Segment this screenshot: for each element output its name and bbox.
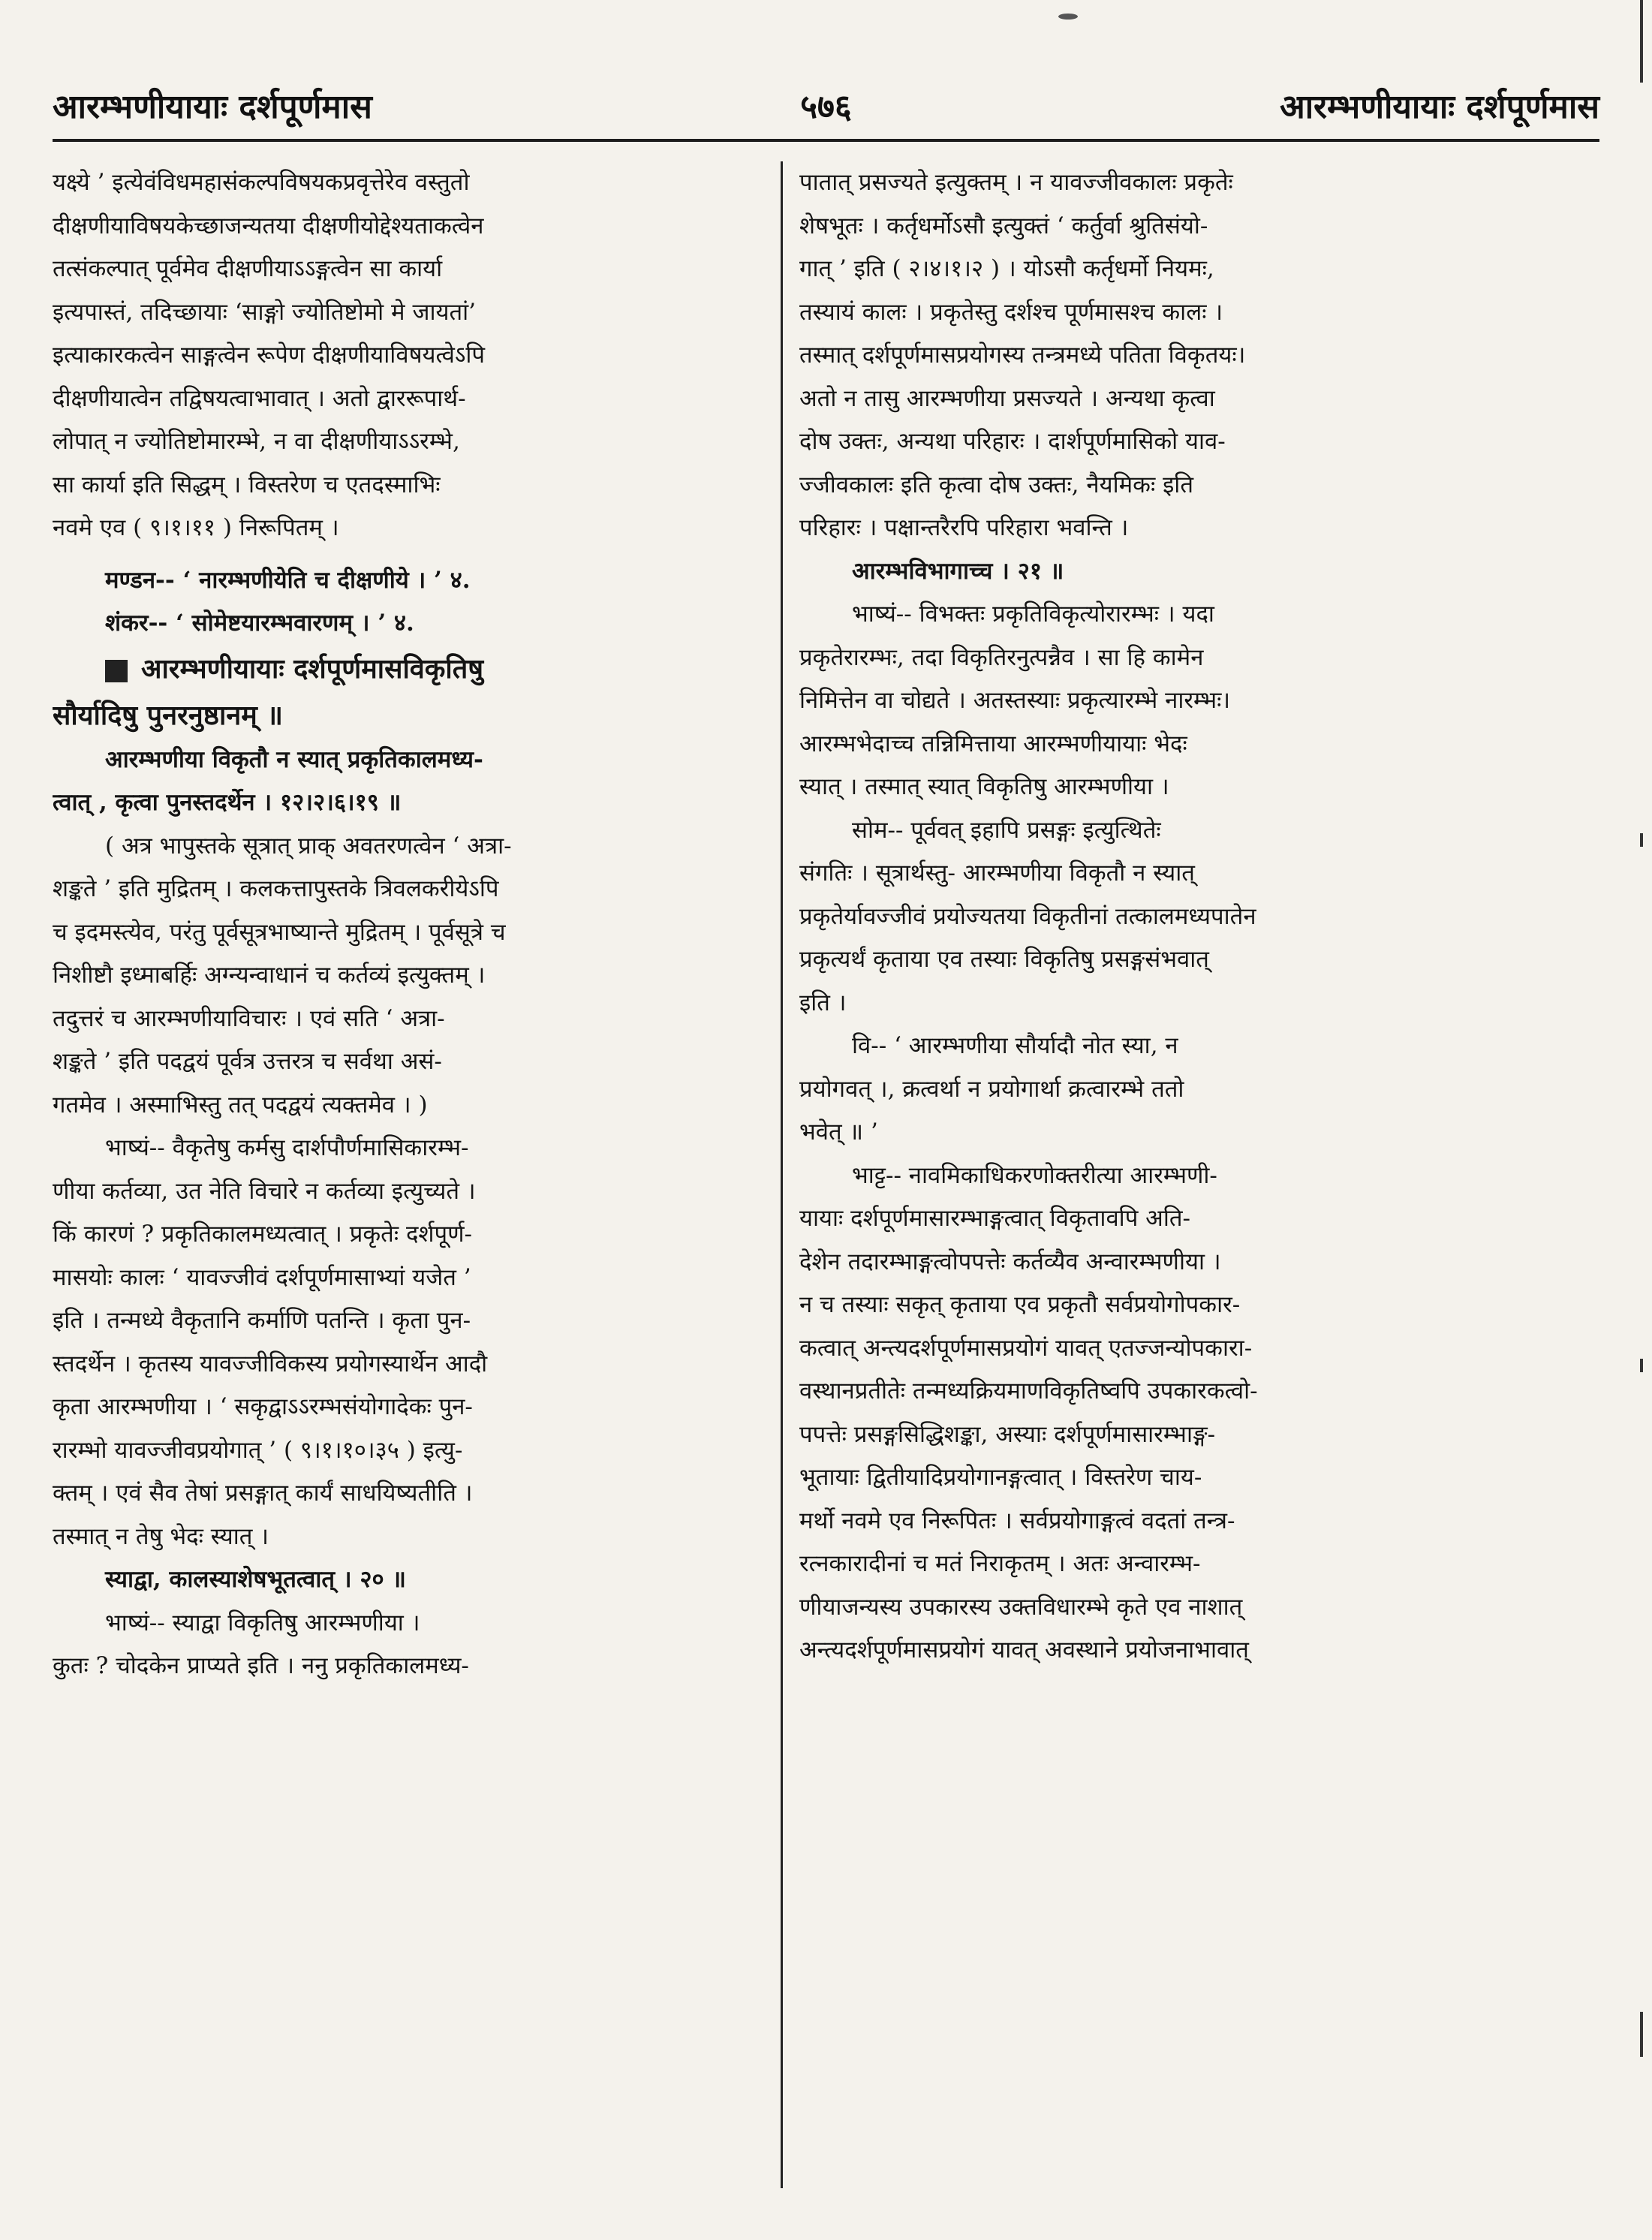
text-line: पातात् प्रसज्यते इत्युक्तम् । न यावज्जीवकालः प्रकृतेः bbox=[799, 169, 1233, 196]
text-line: शङ्कते ’ इति पदद्वयं पूर्वत्र उत्तरत्र च सर्वथा असं- bbox=[53, 1048, 442, 1075]
text-line: तस्मात् दर्शपूर्णमासप्रयोगस्य तन्त्रमध्ये पतिता विकृतयः। bbox=[799, 342, 1246, 369]
header-rule bbox=[53, 139, 1599, 142]
shankara-citation: शंकर-- ‘ सोमेष्टयारम्भवारणम् । ’ ४. bbox=[105, 610, 414, 637]
text-line: प्रकृतेर्यावज्जीवं प्रयोज्यतया विकृतीनां तत्कालमध्यपातेन bbox=[799, 902, 1256, 930]
margin-tick bbox=[1640, 1359, 1643, 1372]
text-line: यक्ष्ये ’ इत्येवंविधमहासंकल्पविषयकप्रवृत्तेरेव वस्तुतो bbox=[53, 169, 470, 196]
mandana-citation: मण्डन-- ‘ नारम्भणीयेति च दीक्षणीये । ’ ४. bbox=[105, 566, 471, 594]
text-line: इति । bbox=[799, 989, 847, 1016]
right-column bbox=[799, 161, 1505, 2240]
text-line: मासयोः कालः ‘ यावज्जीवं दर्शपूर्णमासाभ्यां यजेत ’ bbox=[53, 1263, 471, 1291]
text-line: कत्वात् अन्त्यदर्शपूर्णमासप्रयोगं यावत् एतज्जन्योपकारा- bbox=[799, 1334, 1253, 1362]
text-line: इत्यपास्तं, तदिच्छायाः ‘साङ्गो ज्योतिष्टोमो मे जायतां’ bbox=[53, 298, 477, 326]
text-line: रत्नकारादीनां च मतं निराकृतम् । अतः अन्वारम्भ- bbox=[799, 1550, 1201, 1577]
right-margin-ticks bbox=[1640, 0, 1643, 2240]
text-line: गात् ’ इति ( २।४।१।२ ) । योऽसौ कर्तृधर्मो नियमः, bbox=[799, 255, 1214, 282]
soma-line: सोम-- पूर्ववत् इहापि प्रसङ्गः इत्युत्थितेः bbox=[852, 816, 1161, 844]
text-line: च इदमस्त्येव, परंतु पूर्वसूत्रभाष्यान्ते मुद्रितम् । पूर्वसूत्रे च bbox=[53, 918, 506, 946]
sutra-line: त्वात् , कृत्वा पुनस्तदर्थेन । १२।२।६।१९ ॥ bbox=[53, 789, 402, 816]
running-header bbox=[53, 79, 1599, 131]
section-mark-icon bbox=[105, 660, 128, 682]
text-line: परिहारः । पक्षान्तरैरपि परिहारा भवन्ति । bbox=[799, 514, 1129, 541]
bhashya-line: भाष्यं-- विभक्तः प्रकृतिविकृत्योरारम्भः । यदा bbox=[852, 601, 1214, 628]
column-divider bbox=[781, 161, 783, 2188]
margin-tick bbox=[1640, 833, 1643, 847]
margin-tick bbox=[1640, 2012, 1643, 2057]
text-line: भवेत् ॥ ’ bbox=[799, 1118, 878, 1146]
text-line: वस्थानप्रतीतेः तन्मध्यक्रियमाणविकृतिष्वपि उपकारकत्वो- bbox=[799, 1377, 1258, 1405]
sutra-line: आरम्भणीया विकृतौ न स्यात् प्रकृतिकालमध्य- bbox=[105, 745, 483, 773]
text-line: प्रयोगवत् ।, क्रत्वर्था न प्रयोगार्था क्रत्वारम्भे ततो bbox=[799, 1075, 1184, 1103]
text-line: तस्यायं कालः । प्रकृतेस्तु दर्शश्च पूर्णमासश्च कालः । bbox=[799, 298, 1223, 326]
text-line: दीक्षणीयाविषयकेच्छाजन्यतया दीक्षणीयोद्देश्यताकत्वेन bbox=[53, 212, 484, 239]
text-line: शङ्कते ’ इति मुद्रितम् । कलकत्तापुस्तके त्रिवलकरीयेऽपि bbox=[53, 875, 499, 902]
text-line: निशीष्टौ इध्माबर्हिः अग्न्यन्वाधानं च कर्तव्यं इत्युक्तम् । bbox=[53, 962, 486, 989]
text-line: दीक्षणीयात्वेन तद्विषयत्वाभावात् । अतो द्वाररूपार्थ- bbox=[53, 384, 466, 412]
text-line: दोष उक्तः, अन्यथा परिहारः । दार्शपूर्णमासिको याव- bbox=[799, 428, 1226, 455]
text-line: नवमे एव ( ९।१।११ ) निरूपितम् । bbox=[53, 514, 339, 541]
adhikarana-heading bbox=[53, 646, 762, 692]
text-line: आरम्भभेदाच्च तन्निमित्ताया आरम्भणीयायाः भेदः bbox=[799, 730, 1187, 757]
bhashya-line: भाष्यं-- स्याद्वा विकृतिषु आरम्भणीया । bbox=[105, 1609, 420, 1636]
text-line: तदुत्तरं च आरम्भणीयाविचारः । एवं सति ‘ अत्रा- bbox=[53, 1004, 445, 1032]
text-line: लोपात् न ज्योतिष्टोमारम्भे, न वा दीक्षणीयाऽऽरम्भे, bbox=[53, 428, 460, 455]
text-line: किं कारणं ? प्रकृतिकालमध्यत्वात् । प्रकृतेः दर्शपूर्ण- bbox=[53, 1221, 472, 1248]
text-line: सा कार्या इति सिद्धम् । विस्तरेण च एतदस्माभिः bbox=[53, 471, 441, 498]
text-line: ( अत्र भापुस्तके सूत्रात् प्राक् अवतरणत्वेन ‘ अत्रा- bbox=[105, 832, 512, 860]
text-line: भूतायाः द्वितीयादिप्रयोगानङ्गत्वात् । विस्तरेण चाय- bbox=[799, 1464, 1202, 1491]
text-line: संगतिः । सूत्रार्थस्तु- आरम्भणीया विकृतौ न स्यात् bbox=[799, 860, 1195, 887]
text-line: इति । तन्मध्ये वैकृतानि कर्माणि पतन्ति । कृता पुन- bbox=[53, 1307, 471, 1334]
text-line: रारम्भो यावज्जीवप्रयोगात् ’ ( ९।१।१०।३५ ) इत्यु- bbox=[53, 1436, 463, 1464]
vi-citation: वि-- ‘ आरम्भणीया सौर्यादौ नोत स्या, न bbox=[852, 1032, 1178, 1059]
text-line: कृता आरम्भणीया । ‘ सकृद्वाऽऽरम्भसंयोगादेकः पुन- bbox=[53, 1393, 473, 1420]
adhikarana-heading-text: आरम्भणीयायाः दर्शपूर्णमासविकृतिषु bbox=[141, 652, 484, 685]
ink-speck bbox=[1058, 14, 1078, 20]
sutra-line: आरम्भविभागाच्च । २१ ॥ bbox=[852, 557, 1064, 585]
text-line: कुतः ? चोदकेन प्राप्यते इति । ननु प्रकृतिकालमध्य- bbox=[53, 1652, 469, 1679]
text-line: यायाः दर्शपूर्णमासारम्भाङ्गत्वात् विकृतावपि अति- bbox=[799, 1205, 1191, 1232]
text-line: न च तस्याः सकृत् कृताया एव प्रकृतौ सर्वप्रयोगोपकार- bbox=[799, 1291, 1241, 1318]
sutra-line: स्याद्वा, कालस्याशेषभूतत्वात् । २० ॥ bbox=[105, 1566, 406, 1593]
text-line: इत्याकारकत्वेन साङ्गत्वेन रूपेण दीक्षणीयाविषयत्वेऽपि bbox=[53, 342, 486, 369]
header-left-title: आरम्भणीयायाः दर्शपूर्णमास bbox=[53, 88, 372, 126]
text-line: पपत्तेः प्रसङ्गसिद्धिशङ्का, अस्याः दर्शपूर्णमासारम्भाङ्ग- bbox=[799, 1420, 1216, 1448]
text-line: स्यात् । तस्मात् स्यात् विकृतिषु आरम्भणीया । bbox=[799, 773, 1169, 800]
text-line: प्रकृतेरारम्भः, तदा विकृतिरनुत्पन्नैव । सा हि कामेन bbox=[799, 643, 1204, 671]
text-line: णीया कर्तव्या, उत नेति विचारे न कर्तव्या इत्युच्यते । bbox=[53, 1177, 476, 1205]
bhashya-line: भाष्यं-- वैकृतेषु कर्मसु दार्शपौर्णमासिकारम्भ- bbox=[105, 1134, 469, 1161]
left-column bbox=[53, 161, 762, 2240]
text-line: मर्थो नवमे एव निरूपितः । सर्वप्रयोगाङ्गत्वं वदतां तन्त्र- bbox=[799, 1507, 1235, 1534]
text-line: ज्जीवकालः इति कृत्वा दोष उक्तः, नैयमिकः इति bbox=[799, 471, 1193, 498]
text-line: अतो न तासु आरम्भणीया प्रसज्यते । अन्यथा कृत्वा bbox=[799, 384, 1215, 412]
page-number: ५७६ bbox=[800, 88, 852, 126]
text-line: निमित्तेन वा चोद्यते । अतस्तस्याः प्रकृत्यारम्भे नारम्भः। bbox=[799, 687, 1231, 714]
adhikarana-heading-cont: सौर्यादिषु पुनरनुष्ठानम् ॥ bbox=[53, 699, 283, 731]
text-line: णीयाजन्यस्य उपकारस्य उक्तविधारम्भे कृते एव नाशात् bbox=[799, 1593, 1243, 1621]
text-line: स्तदर्थेन । कृतस्य यावज्जीविकस्य प्रयोगस्यार्थेन आदौ bbox=[53, 1350, 488, 1377]
text-line: तत्संकल्पात् पूर्वमेव दीक्षणीयाऽऽङ्गत्वेन सा कार्या bbox=[53, 255, 443, 282]
header-right-title: आरम्भणीयायाः दर्शपूर्णमास bbox=[1280, 88, 1599, 126]
margin-tick bbox=[1640, 0, 1643, 83]
text-line: प्रकृत्यर्थं कृताया एव तस्याः विकृतिषु प्रसङ्गसंभवात् bbox=[799, 946, 1209, 973]
text-line: क्तम् । एवं सैव तेषां प्रसङ्गात् कार्यं साधयिष्यतीति । bbox=[53, 1480, 473, 1507]
bhatta-line: भाट्ट-- नावमिकाधिकरणोक्तरीत्या आरम्भणी- bbox=[852, 1161, 1217, 1189]
text-line: देशेन तदारम्भाङ्गत्वोपपत्तेः कर्तव्यैव अन्वारम्भणीया । bbox=[799, 1248, 1221, 1275]
text-line: गतमेव । अस्माभिस्तु तत् पदद्वयं त्यक्तमेव । ) bbox=[53, 1091, 428, 1118]
text-line: तस्मात् न तेषु भेदः स्यात् । bbox=[53, 1522, 269, 1550]
text-line: शेषभूतः । कर्तृधर्मोऽसौ इत्युक्तं ‘ कर्तुर्वा श्रुतिसंयो- bbox=[799, 212, 1208, 239]
text-line: अन्त्यदर्शपूर्णमासप्रयोगं यावत् अवस्थाने प्रयोजनाभावात् bbox=[799, 1636, 1249, 1663]
